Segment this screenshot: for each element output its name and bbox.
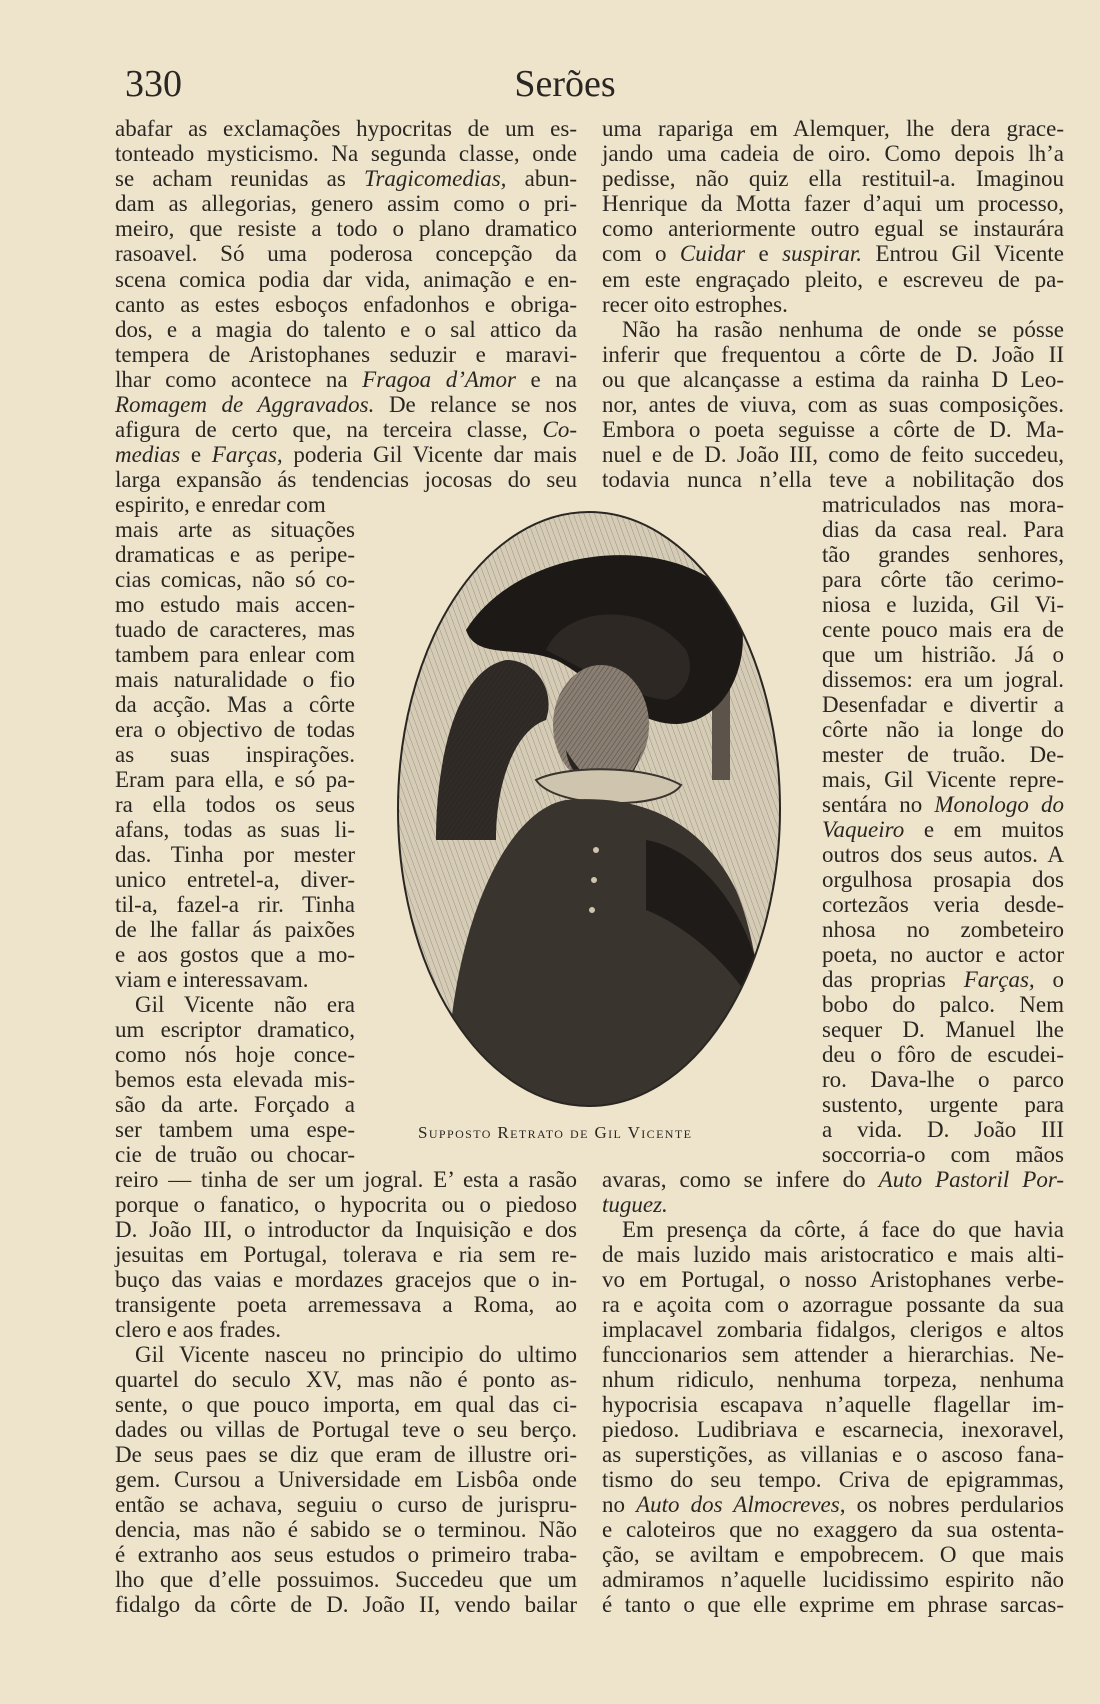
text-line: de mais luzido mais aristocratico e mais alti- — [602, 1242, 1064, 1267]
text-line: hypocrisia escapava n’aquelle flagellar im- — [602, 1392, 1064, 1417]
text-line: fidalgo da côrte de D. João II, vendo bailar — [115, 1592, 577, 1617]
text-line: poeta, no auctor e actor — [822, 942, 1064, 967]
text-line: outros dos seus autos. A — [822, 842, 1064, 867]
text-line: mais, Gil Vicente repre- — [822, 767, 1064, 792]
text-line: é extranho aos seus estudos o primeiro traba- — [115, 1542, 577, 1567]
text-line: Henrique da Motta fazer d’aqui um processo, — [602, 191, 1064, 216]
text-line: como nós hoje conce- — [115, 1042, 355, 1067]
text-line: deu o fôro de escudei- — [822, 1042, 1064, 1067]
text-line: das. Tinha por mester — [115, 842, 355, 867]
text-line: lhar como acontece na Fragoa d’Amor e na — [115, 367, 577, 392]
text-line: lho que d’elle possuimos. Succedeu que um — [115, 1567, 577, 1592]
text-line: para côrte tão cerimo- — [822, 567, 1064, 592]
text-line: scena comica podia dar vida, animação e en- — [115, 267, 577, 292]
text-line: sequer D. Manuel lhe — [822, 1017, 1064, 1042]
text-line: cie de truão ou chocar- — [115, 1142, 355, 1167]
text-line: Gil Vicente nasceu no principio do ultimo — [135, 1342, 577, 1367]
text-line: dias da casa real. Para — [822, 517, 1064, 542]
text-line: ou que alcançasse a estima da rainha D Leo- — [602, 367, 1064, 392]
text-line: soccorria-o com mãos — [822, 1142, 1064, 1167]
text-line: é tanto o que elle exprime em phrase sarcas- — [602, 1592, 1064, 1617]
text-line: recer oito estrophes. — [602, 292, 788, 317]
text-line: viam e interessavam. — [115, 967, 309, 992]
text-line: tempera de Aristophanes seduzir e maravi- — [115, 342, 577, 367]
text-line: sente, o que pouco importa, em qual das ci- — [115, 1392, 577, 1417]
text-line: Vaqueiro e em muitos — [822, 817, 1064, 842]
text-line: Eram para ella, e só pa- — [115, 767, 355, 792]
text-line: afigura de certo que, na terceira classe, Co- — [115, 417, 577, 442]
text-line: quartel do seculo XV, mas não é ponto as- — [115, 1367, 577, 1392]
text-line: um escriptor dramatico, — [115, 1017, 355, 1042]
text-line: as superstições, as villanias e o ascoso fana- — [602, 1442, 1064, 1467]
text-line: De seus paes se diz que eram de illustre ori- — [115, 1442, 577, 1467]
text-line: sentára no Monologo do — [822, 792, 1064, 817]
text-line: nuel e de D. João III, como de feito succedeu, — [602, 442, 1064, 467]
text-line: tuguez. — [602, 1192, 668, 1217]
text-line: jesuitas em Portugal, tolerava e ria sem re- — [115, 1242, 577, 1267]
text-line: mester de truão. De- — [822, 742, 1064, 767]
text-line: orgulhosa prosapia dos — [822, 867, 1064, 892]
text-line: medias e Farças, poderia Gil Vicente dar mais — [115, 442, 577, 467]
text-line: Em presença da côrte, á face do que havia — [622, 1217, 1064, 1242]
text-line: cortezãos veria desde- — [822, 892, 1064, 917]
text-line: inferir que frequentou a côrte de D. João II — [602, 342, 1064, 367]
text-line: dencia, mas não é sabido se o terminou. Não — [115, 1517, 577, 1542]
text-line: vo em Portugal, o nosso Aristophanes verbe- — [602, 1267, 1064, 1292]
text-line: ra ella todos os seus — [115, 792, 355, 817]
text-line: espirito, e enredar com — [115, 492, 326, 517]
text-line: tão grandes senhores, — [822, 542, 1064, 567]
text-line: implacavel zombaria fidalgos, clerigos e altos — [602, 1317, 1064, 1342]
text-line: das proprias Farças, o — [822, 967, 1065, 992]
text-line: bobo do palco. Nem — [822, 992, 1064, 1017]
text-line: uma rapariga em Alemquer, lhe dera grace- — [602, 116, 1064, 141]
text-line: dissemos: era um jogral. — [822, 667, 1064, 692]
text-line: pedisse, não quiz ella restituil-a. Imaginou — [602, 166, 1064, 191]
text-line: as suas inspirações. — [115, 742, 355, 767]
text-line: reiro — tinha de ser um jogral. E’ esta a rasão — [115, 1167, 577, 1192]
text-line: são da arte. Forçado a — [115, 1092, 355, 1117]
text-line: clero e aos frades. — [115, 1317, 282, 1342]
portrait-caption: Supposto Retrato de Gil Vicente — [418, 1123, 693, 1142]
portrait-engraving — [396, 510, 782, 1108]
text-line: Embora o poeta seguisse a côrte de D. Ma- — [602, 417, 1064, 442]
text-line: piedoso. Ludibriava e escarnecia, inexoravel, — [602, 1417, 1064, 1442]
text-line: rasoavel. Só uma poderosa concepção da — [115, 241, 577, 266]
text-line: cias comicas, não só co- — [115, 567, 355, 592]
text-line: avaras, como se infere do Auto Pastoril Por- — [602, 1167, 1065, 1192]
text-line: da acção. Mas a côrte — [115, 692, 355, 717]
text-line: ser tambem uma espe- — [115, 1117, 355, 1142]
text-line: era o objectivo de todas — [115, 717, 355, 742]
text-line: gem. Cursou a Universidade em Lisbôa onde — [115, 1467, 577, 1492]
text-line: mo estudo mais accen- — [115, 592, 355, 617]
text-line: unico entretel-a, diver- — [115, 867, 355, 892]
text-line: matriculados nas mora- — [822, 492, 1064, 517]
text-line: nor, antes de viuva, com as suas composições. — [602, 392, 1064, 417]
text-line: Desenfadar e divertir a — [822, 692, 1064, 717]
text-line: tambem para enlear com — [115, 642, 355, 667]
text-line: abafar as exclamações hypocritas de um es- — [115, 116, 577, 141]
page-number: 330 — [125, 63, 182, 105]
text-line: então se achava, seguiu o curso de jurispru- — [115, 1492, 577, 1517]
text-line: canto as estes esboços enfadonhos e obriga- — [115, 292, 577, 317]
text-line: admiramos n’aquelle lucidissimo espirito não — [602, 1567, 1064, 1592]
text-line: larga expansão ás tendencias jocosas do seu — [115, 467, 577, 492]
text-line: se acham reunidas as Tragicomedias, abun- — [115, 166, 577, 191]
text-line: a vida. D. João III — [822, 1117, 1064, 1142]
text-line: e aos gostos que a mo- — [115, 942, 355, 967]
text-line: tonteado mysticismo. Na segunda classe, onde — [115, 141, 577, 166]
text-line: todavia nunca n’ella teve a nobilitação dos — [602, 467, 1064, 492]
text-line: de lhe fallar ás paixões — [115, 917, 355, 942]
text-line: dam as allegorias, genero assim como o pri- — [115, 191, 577, 216]
text-line: meiro, que resiste a todo o plano dramatico — [115, 216, 577, 241]
text-line: nhosa no zombeteiro — [822, 917, 1064, 942]
text-line: buço das vaias e mordazes gracejos que o in- — [115, 1267, 577, 1292]
text-line: tismo do seu tempo. Criva de epigrammas, — [602, 1467, 1064, 1492]
text-line: mais naturalidade o fio — [115, 667, 355, 692]
text-line: D. João III, o introductor da Inquisição e dos — [115, 1217, 577, 1242]
text-line: ro. Dava-lhe o parco — [822, 1067, 1064, 1092]
text-line: porque o fanatico, o hypocrita ou o piedoso — [115, 1192, 577, 1217]
text-line: sustento, urgente para — [822, 1092, 1064, 1117]
text-line: dramaticas e as peripe- — [115, 542, 355, 567]
text-line: nhum ridiculo, nenhuma torpeza, nenhuma — [602, 1367, 1064, 1392]
text-line: jando uma cadeia de oiro. Como depois lh’a — [602, 141, 1064, 166]
text-line: dades ou villas de Portugal teve o seu berço. — [115, 1417, 577, 1442]
text-line: transigente poeta arremessava a Roma, ao — [115, 1292, 577, 1317]
text-line: funccionarios sem attender a hierarchias. Ne- — [602, 1342, 1064, 1367]
text-line: e caloteiros que no exaggero da sua ostenta- — [602, 1517, 1064, 1542]
text-line: mais arte as situações — [115, 517, 355, 542]
text-line: no Auto dos Almocreves, os nobres perdularios — [602, 1492, 1065, 1517]
text-line: Romagem de Aggravados. De relance se nos — [115, 392, 578, 417]
text-line: com o Cuidar e suspirar. Entrou Gil Vicente — [602, 241, 1064, 266]
text-line: afans, todas as suas li- — [115, 817, 355, 842]
text-line: dos, e a magia do talento e o sal attico da — [115, 317, 577, 342]
text-line: bemos esta elevada mis- — [115, 1067, 355, 1092]
text-line: em este engraçado pleito, e escreveu de pa- — [602, 267, 1064, 292]
text-line: como anteriormente outro egual se instaurára — [602, 216, 1064, 241]
text-line: ção, se aviltam e empobrecem. O que mais — [602, 1542, 1064, 1567]
text-line: Gil Vicente não era — [135, 992, 355, 1017]
text-line: que um histrião. Já o — [822, 642, 1064, 667]
text-line: niosa e luzida, Gil Vi- — [822, 592, 1064, 617]
text-line: ra e açoita com o azorrague possante da sua — [602, 1292, 1064, 1317]
text-line: Não ha rasão nenhuma de onde se pósse — [622, 317, 1064, 342]
text-line: til-a, fazel-a rir. Tinha — [115, 892, 355, 917]
text-line: côrte não ia longe do — [822, 717, 1064, 742]
running-title: Serões — [514, 63, 616, 105]
text-line: tuado de caracteres, mas — [115, 617, 355, 642]
text-line: cente pouco mais era de — [822, 617, 1064, 642]
